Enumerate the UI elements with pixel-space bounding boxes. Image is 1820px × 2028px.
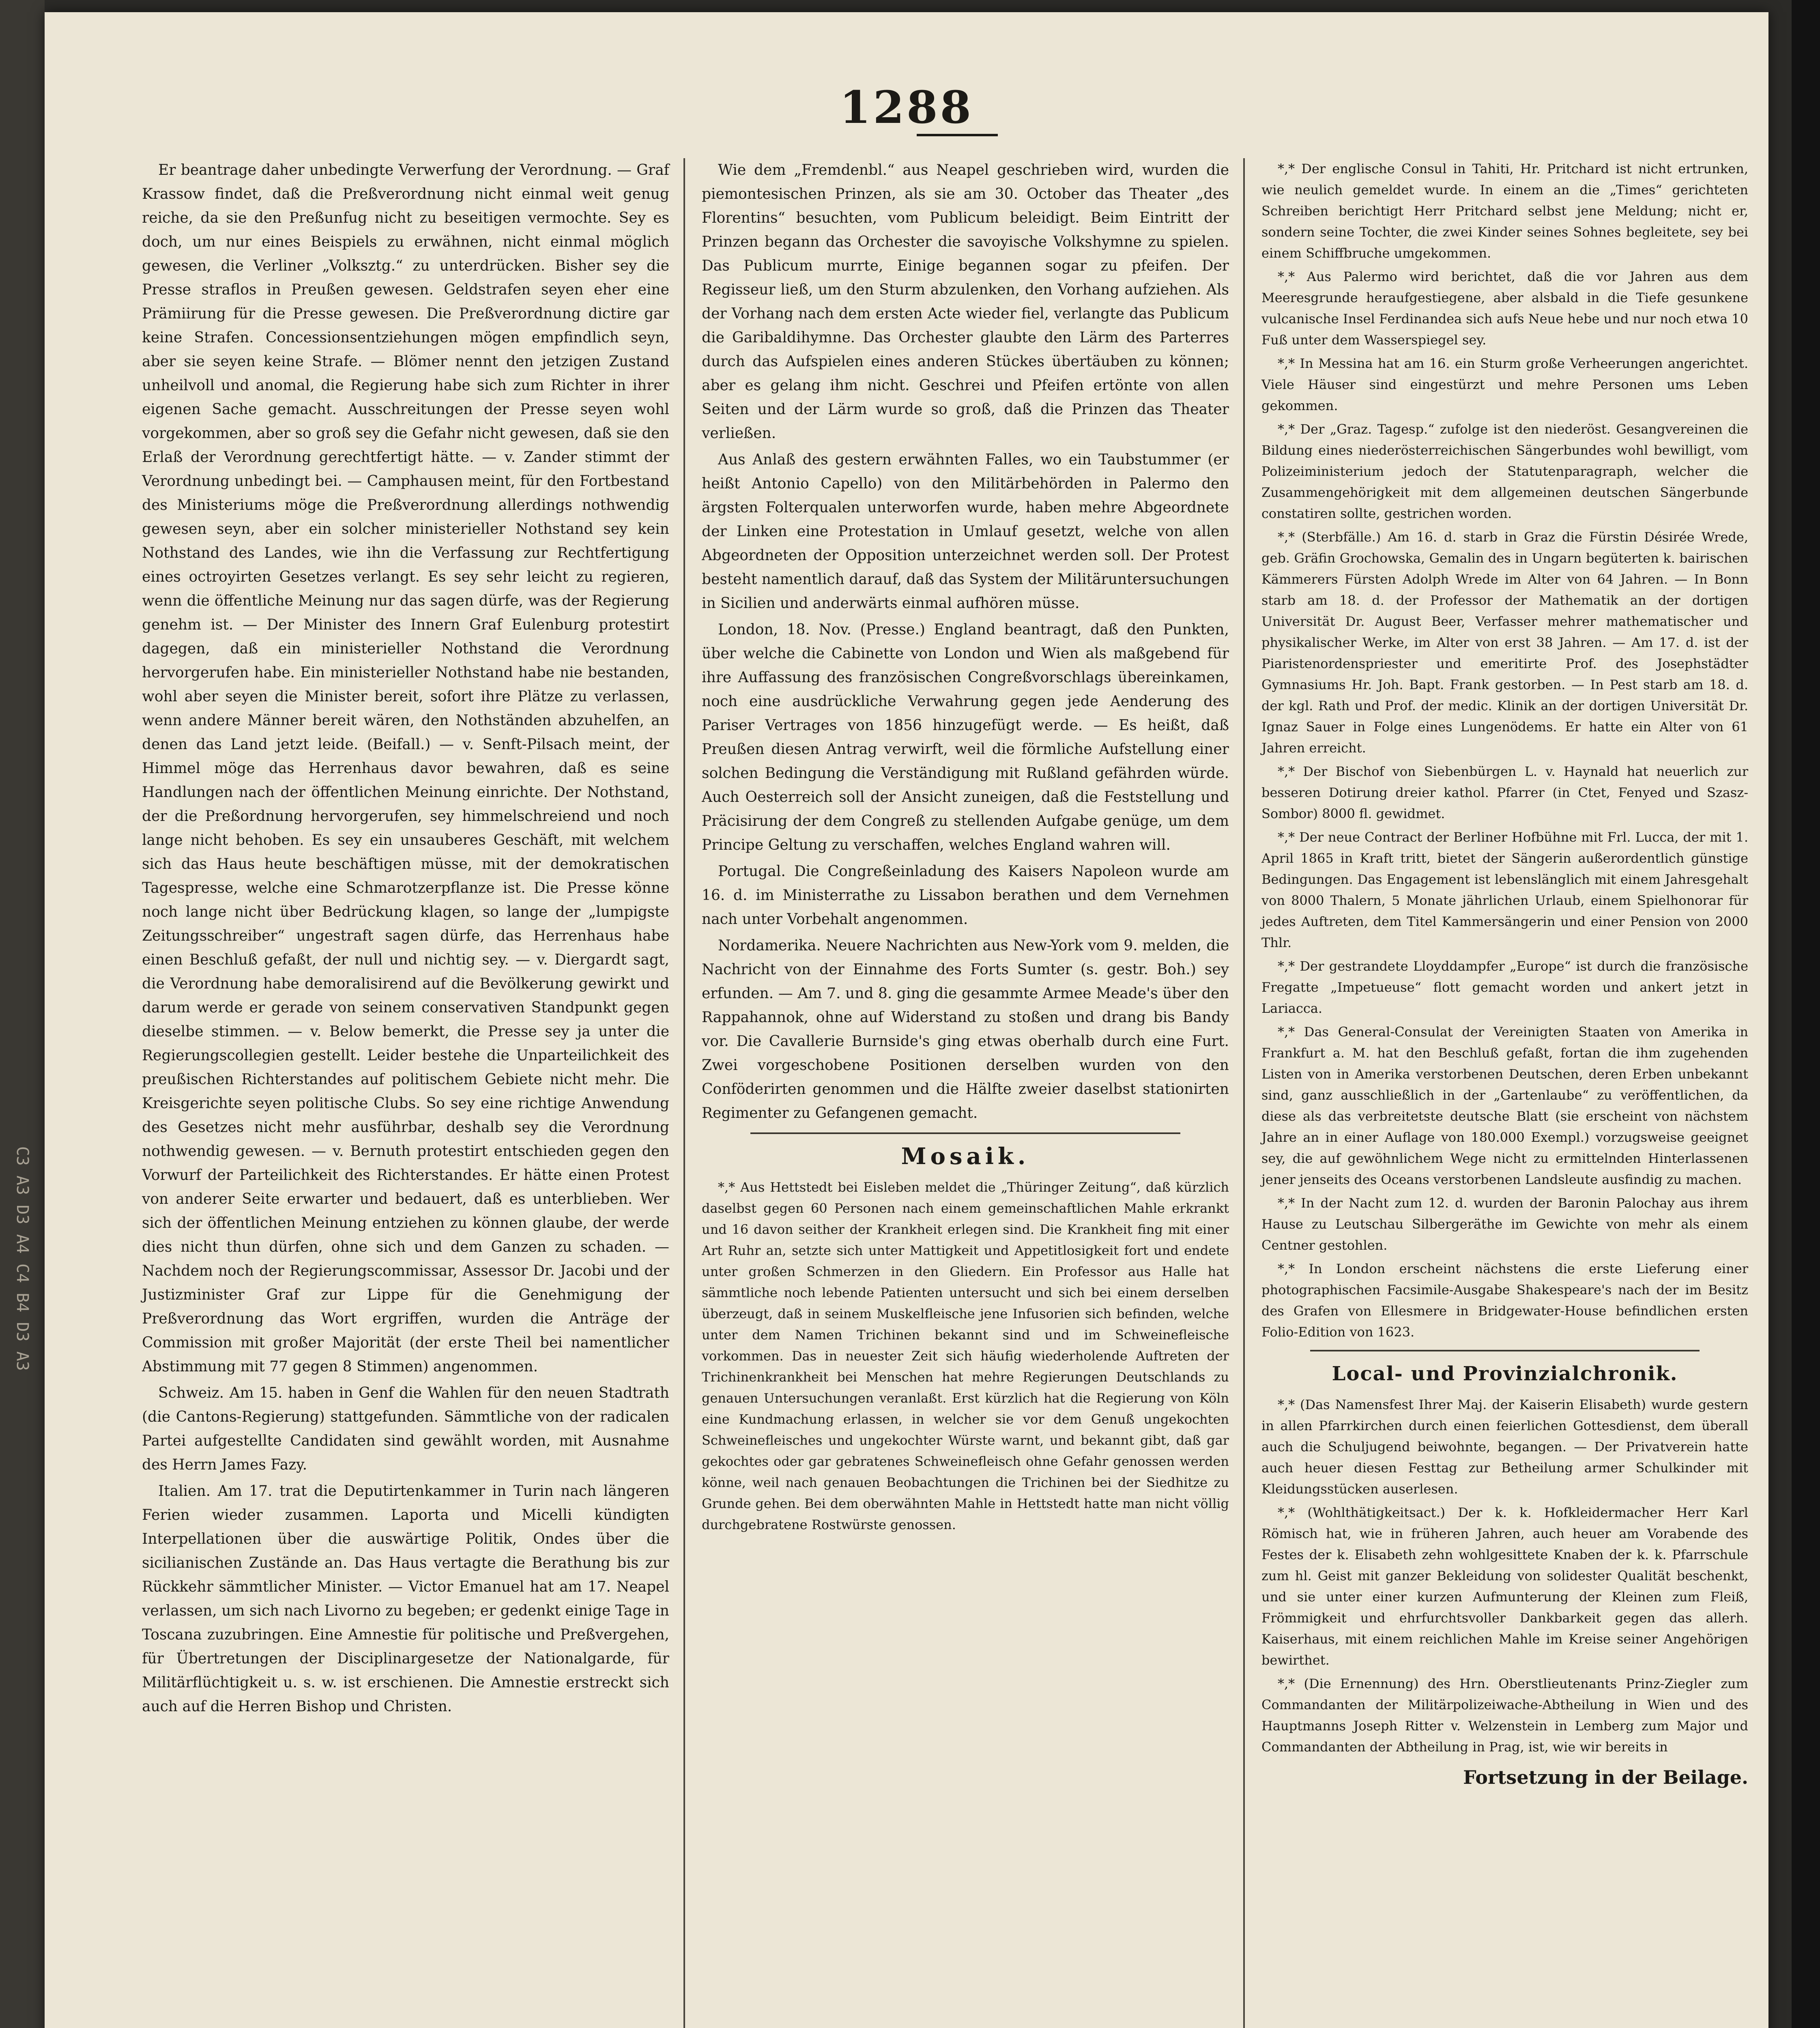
news-item: *,* Der „Graz. Tagesp.“ zufolge ist den niederöst. Gesangvereinen die Bildung eines niederösterreichischen Sängerbundes wohl bewilligt, vom Polizeiministerium jedoch der Statutenparagraph, welcher die Zusammengehörigkeit mit dem allgemeinen deutschen Sängerbunde constatiren sollte, gestrichen worden. — [1261, 421, 1748, 521]
scan-border — [1792, 0, 1820, 2028]
section-rule — [750, 1132, 1180, 1134]
mosaik-paragraph: *,* Aus Hettstedt bei Eisleben meldet die „Thüringer Zeitung“, daß kürzlich daselbst gegen 60 Personen nach einem gemeinschaftlichen Mahle erkrankt und 16 davon seither der Krankheit erlegen sind. Die Krankheit fing mit einer Art Ruhr an, setzte sich unter Mattigkeit und Appetitlosigkeit fort und endete unter großen Schmerzen in den Gliedern. Ein Professor aus Halle hat sämmtliche noch lebende Patienten untersucht und sich bei einem derselben überzeugt, daß in seinem Muskelfleische jene Infusorien sich befinden, welche unter dem Namen Trichinen bekannt sind und im Schweinefleische vorkommen. Das in neuester Zeit sich häufig wiederholende Auftreten der Trichinenkrankheit bei Menschen hat mehre Regierungen Deutschlands zu genauen Untersuchungen veranlaßt. Erst kürzlich hat die Regierung von Köln eine Kundmachung erlassen, in welcher sie vor dem Genuß ungekochten Schweinefleisches und ungekochter Würste warnt, und bekannt gibt, daß gar gekochtes oder gar gebratenes Schweinefleisch ohne Gefahr genossen werden könne, weil nach genauen Beobachtungen die Trichinen bei der Siedhitze zu Grunde gehen. Bei dem oberwähnten Mahle in Hettstedt hatte man nicht völlig durchgebratene Rostwürste genossen. — [702, 1179, 1229, 1532]
news-item: *,* (Sterbfälle.) Am 16. d. starb in Graz die Fürstin Désirée Wrede, geb. Gräfin Grochowska, Gemalin des in Ungarn begüterten k. bairischen Kämmerers Fürsten Adolph Wrede im Alter von 64 Jahren. — In Bonn starb am 18. d. der Professor der Mathematik an der dortigen Universität Dr. August Beer, Verfasser mehrer mathematischer und physikalischer Werke, im Alter von erst 38 Jahren. — Am 17. d. ist der Piaristenordenspriester und emeritirte Prof. des Josephstädter Gymnasiums Hr. Joh. Bapt. Frank gestorben. — In Pest starb am 18. d. der kgl. Rath und Prof. der medic. Klinik an der dortigen Universität Dr. Ignaz Sauer in Folge eines Lungenödems. Er hatte ein Alter von 61 Jahren erreicht. — [1261, 529, 1748, 756]
page-number-rule — [917, 134, 998, 136]
column-3 — [1261, 158, 1748, 1790]
column-divider-1 — [683, 158, 685, 2028]
local-chronicle-heading: Local- und Provinzialchronik. — [1332, 1362, 1678, 1385]
local-item: *,* (Das Namensfest Ihrer Maj. der Kaiserin Elisabeth) wurde gestern in allen Pfarrkirchen durch einen feierlichen Gottesdienst, dem überall auch die Schuljugend beiwohnte, begangen. — Der Privatverein hatte auch heuer diesen Festtag zur Betheilung armer Schulkinder mit Kleidungsstücken auserlesen. — [1261, 1397, 1748, 1497]
article-paragraph: Nordamerika. Neuere Nachrichten aus New-York vom 9. melden, die Nachricht von der Einnahme des Forts Sumter (s. gestr. Boh.) sey erfunden. — Am 7. und 8. ging die gesammte Armee Meade's über den Rappahannok, ohne auf Widerstand zu stoßen und drang bis Bandy vor. Die Cavallerie Burnside's ging etwas oberhalb durch eine Furt. Zwei vorgeschobene Positionen derselben wurden von den Conföderirten genommen und die Hälfte zweier daselbst stationirten Regimenter zu Gefangenen gemacht. — [702, 937, 1229, 1121]
mosaik-heading: Mosaik. — [901, 1143, 1030, 1170]
news-item: *,* Der neue Contract der Berliner Hofbühne mit Frl. Lucca, der mit 1. April 1865 in Kraft tritt, bietet der Sängerin außerordentlich günstige Bedingungen. Das Engagement ist lebenslänglich mit einem Jahresgehalt von 8000 Thalern, 5 Monate jährlichen Urlaub, einem Spielhonorar für jedes Auftreten, dem Titel Kammersängerin und einer Pension von 2000 Thlr. — [1261, 829, 1748, 950]
film-edge-strip: C3 A3 D3 A4 C4 B4 D3 A3 — [0, 0, 45, 2028]
section-rule — [1310, 1350, 1700, 1351]
article-paragraph: Er beantrage daher unbedingte Verwerfung der Verordnung. — Graf Krassow findet, daß die Preßverordnung nicht einmal weit genug reiche, da sie den Preßunfug nicht zu beseitigen vermochte. Sey es doch, um nur eines Beispiels zu erwähnen, nicht einmal möglich gewesen, die Verliner „Volksztg.“ zu unterdrücken. Bisher sey die Presse straflos in Preußen gewesen. Geldstrafen seyen eher eine Prämiirung für die Presse gewesen. Die Preßverordnung dictire gar keine Strafen. Concessionsentziehungen mögen empfindlich seyn, aber sie seyen keine Strafe. — Blömer nennt den jetzigen Zustand unheilvoll und anomal, die Regierung habe sich zum Richter in ihrer eigenen Sache gemacht. Ausschreitungen der Presse seyen wohl vorgekommen, aber so groß sey die Gefahr nicht gewesen, daß sie den Erlaß der Verordnung gerechtfertigt hätte. — v. Zander stimmt der Verordnung unbedingt bei. — Camphausen meint, für den Fortbestand des Ministeriums möge die Preßverordnung allerdings nothwendig gewesen seyn, aber ein solcher ministerieller Nothstand sey kein Nothstand des Landes, wie ihn die Verfassung zur Rechtfertigung eines octroyirten Gesetzes verlangt. Es sey sehr leicht zu regieren, wenn die öffentliche Meinung nur das sagen dürfe, was der Regierung genehm ist. — Der Minister des Innern Graf Eulenburg protestirt dagegen, daß ein ministerieller Nothstand die Verordnung hervorgerufen habe. Ein ministerieller Nothstand habe nie bestanden, wohl aber seyen die Minister bereit, sofort ihre Plätze zu verlassen, wenn andere Männer bereit wären, den Nothständen abzuhelfen, an denen das Land jetzt leide. (Beifall.) — v. Senft-Pilsach meint, der Himmel möge das Herrenhaus davor bewahren, daß es seine Handlungen nach der öffentlichen Meinung einrichte. Der Nothstand, der die Preßordnung hervorgerufen, sey himmelschreiend und noch lange nicht behoben. Es sey ein unsauberes Geschäft, mit welchem sich das Haus heute beschäftigen müsse, mit der demokratischen Tagespresse, welche eine Schmarotzerpflanze ist. Die Presse könne noch lange nicht über Bedrückung klagen, so lange der „lumpigste Zeitungsschreiber“ ungestraft sagen dürfe, das Herrenhaus habe einen Beschluß gefaßt, der null und nichtig sey. — v. Diergardt sagt, die Verordnung habe demoralisirend auf die Bevölkerung gewirkt und darum werde er gerade von seinem conservativen Standpunkt gegen dieselbe stimmen. — v. Below bemerkt, die Presse sey ja unter die Regierungscollegien gestellt. Leider bestehe die Unparteilichkeit des preußischen Richterstandes auf politischem Gebiete nicht mehr. Die Kreisgerichte seyen politische Clubs. So sey eine richtige Anwendung des Gesetzes nicht mehr ausführbar, deshalb sey die Verordnung nothwendig gewesen. — v. Bernuth protestirt entschieden gegen den Vorwurf der Parteilichkeit des Richterstandes. Er hätte einen Protest von anderer Seite erwarter und bedauert, daß es unterblieben. Wer sich der öffentlichen Meinung entziehen zu können glaube, der werde dies nicht thun dürfen, ohne sich und dem Ganzen zu schaden. — Nachdem noch der Regierungscommissar, Assessor Dr. Jacobi und der Justizminister Graf zur Lippe für die Genehmigung der Preßverordnung das Wort ergriffen, wurden die Anträge der Commission mit großer Majorität (der erste Theil bei namentlicher Abstimmung mit 77 gegen 8 Stimmen) angenommen. — [142, 162, 669, 1375]
news-item: *,* Der Bischof von Siebenbürgen L. v. Haynald hat neuerlich zur besseren Dotirung dreier kathol. Pfarrer (in Ctet, Fenyed und Szasz-Sombor) 8000 fl. gewidmet. — [1261, 764, 1748, 821]
news-item: *,* Der englische Consul in Tahiti, Hr. Pritchard ist nicht ertrunken, wie neulich gemeldet wurde. In einem an die „Times“ gerichteten Schreiben berichtigt Herr Pritchard selbst jene Meldung; nicht er, sondern seine Tochter, die zwei Kinder seines Sohnes begleitete, sey bei einem Schiffbruche umgekommen. — [1261, 161, 1748, 261]
page-number: 1288 — [839, 81, 974, 133]
article-paragraph: Schweiz. Am 15. haben in Genf die Wahlen für den neuen Stadtrath (die Cantons-Regierung) stattgefunden. Sämmtliche von der radicalen Partei aufgestellte Candidaten sind gewählt worden, mit Ausnahme des Herrn James Fazy. — [142, 1385, 669, 1473]
column-divider-2 — [1243, 158, 1245, 2028]
article-paragraph: Italien. Am 17. trat die Deputirtenkammer in Turin nach längeren Ferien wieder zusammen. Laporta und Micelli kündigten Interpellationen über die auswärtige Politik, Ondes über die sicilianischen Zustände an. Das Haus vertagte die Berathung bis zur Rückkehr sämmtlicher Minister. — Victor Emanuel hat am 17. Neapel verlassen, um sich nach Livorno zu begeben; er gedenkt einige Tage in Toscana zuzubringen. Eine Amnestie für politische und Preßvergehen, für Übertretungen der Disciplinargesetze der Nationalgarde, für Militärflüchtigkeit u. s. w. ist erschienen. Die Amnestie erstreckt sich auch auf die Herren Bishop und Christen. — [142, 1483, 669, 1715]
news-item: *,* Der gestrandete Lloyddampfer „Europe“ ist durch die französische Fregatte „Impetueuse“ flott gemacht worden und ankert jetzt in Lariacca. — [1261, 958, 1748, 1016]
local-item: *,* (Wohlthätigkeitsact.) Der k. k. Hofkleidermacher Herr Karl Römisch hat, wie in früheren Jahren, auch heuer am Vorabende des Festes der k. Elisabeth zehn wohlgesittete Knaben der k. k. Pfarrschule zum hl. Geist mit ganzer Bekleidung von solidester Qualität beschenkt, und sie unter einer kurzen Aufmunterung der Kleinen zum Fleiß, Frömmigkeit und ehrfurchtsvoller Dankbarkeit gegen das allerh. Kaiserhaus, mit einem reichlichen Mahle im Kreise seiner Angehörigen bewirthet. — [1261, 1505, 1748, 1668]
news-item: *,* Das General-Consulat der Vereinigten Staaten von Amerika in Frankfurt a. M. hat den Beschluß gefaßt, fortan die ihm zugehenden Listen von in Amerika verstorbenen Deutschen, deren Erben unbekannt sind, ganz ausschließlich in der „Gartenlaube“ zu veröffentlichen, da diese als das verbreitetste deutsche Blatt (sie erscheint von nächstem Jahre an in einer Auflage von 180.000 Exempl.) vorzugsweise geeignet sey, die auf gewöhnlichem Wege nicht zu ermittelnden Hinterlassenen jener jenseits des Oceans verstorbenen Landsleute ausfindig zu machen. — [1261, 1024, 1748, 1187]
continuation-note: Fortsetzung in der Beilage. — [1463, 1766, 1748, 1788]
news-item: *,* In London erscheint nächstens die erste Lieferung einer photographischen Facsimile-Ausgabe Shakespeare's nach der im Besitz des Grafen von Ellesmere in Bridgewater-House befindlichen ersten Folio-Edition von 1623. — [1261, 1261, 1748, 1340]
column-2 — [702, 158, 1229, 1538]
news-item: *,* In der Nacht zum 12. d. wurden der Baronin Palochay aus ihrem Hause zu Leutschau Silbergeräthe im Gewichte von mehr als einem Centner gestohlen. — [1261, 1195, 1748, 1253]
news-item: *,* Aus Palermo wird berichtet, daß die vor Jahren aus dem Meeresgrunde heraufgestiegene, aber alsbald in die Tiefe gesunkene vulcanische Insel Ferdinandea sich aufs Neue hebe und nur noch etwa 10 Fuß unter dem Wasserspiegel sey. — [1261, 269, 1748, 348]
newspaper-page — [45, 12, 1768, 2028]
local-item: *,* (Die Ernennung) des Hrn. Oberstlieutenants Prinz-Ziegler zum Commandanten der Militärpolizeiwache-Abtheilung in Wien und des Hauptmanns Joseph Ritter v. Welzenstein in Lemberg zum Major und Commandanten der Abtheilung in Prag, ist, wie wir bereits in — [1261, 1676, 1748, 1755]
article-paragraph: Portugal. Die Congreßeinladung des Kaisers Napoleon wurde am 16. d. im Ministerrathe zu Lissabon berathen und dem Vernehmen nach unter Vorbehalt angenommen. — [702, 863, 1229, 928]
article-paragraph: Aus Anlaß des gestern erwähnten Falles, wo ein Taubstummer (er heißt Antonio Capello) von den Militärbehörden in Palermo den ärgsten Folterqualen unterworfen wurde, haben mehre Abgeordnete der Linken eine Protestation in Umlauf gesetzt, welche von allen Abgeordneten der Opposition unterzeichnet werden soll. Der Protest besteht namentlich darauf, daß das System der Militäruntersuchungen in Sicilien und anderwärts einmal aufhören müsse. — [702, 451, 1229, 612]
article-paragraph: London, 18. Nov. (Presse.) England beantragt, daß den Punkten, über welche die Cabinette von London und Wien als maßgebend für ihre Auffassung des französischen Congreßvorschlags übereinkamen, noch eine ausdrückliche Verwahrung gegen jede Aenderung des Pariser Vertrages von 1856 hinzugefügt werde. — Es heißt, daß Preußen diesen Antrag verwirft, weil die förmliche Aufstellung einer solchen Bedingung die Verständigung mit Rußland gefährden würde. Auch Oesterreich soll der Ansicht zuneigen, daß die Feststellung und Präcisirung der dem Congreß zu stellenden Aufgabe genüge, um dem Principe Geltung zu verschaffen, welches England wahren will. — [702, 621, 1229, 853]
column-1 — [142, 158, 669, 1721]
news-item: *,* In Messina hat am 16. ein Sturm große Verheerungen angerichtet. Viele Häuser sind eingestürzt und mehre Personen ums Leben gekommen. — [1261, 356, 1748, 413]
article-paragraph: Wie dem „Fremdenbl.“ aus Neapel geschrieben wird, wurden die piemontesischen Prinzen, als sie am 30. October das Theater „des Florentins“ besuchten, vom Publicum beleidigt. Beim Eintritt der Prinzen begann das Orchester die savoyische Volkshymne zu spielen. Das Publicum murrte, Einige begannen sogar zu pfeifen. Der Regisseur ließ, um den Sturm abzulenken, den Vorhang aufziehen. Als der Vorhang nach dem ersten Acte wieder fiel, verlangte das Publicum die Garibaldihymne. Das Orchester glaubte den Lärm des Parterres durch das Aufspielen eines anderen Stückes übertäuben zu können; aber es gelang ihm nicht. Geschrei und Pfeifen ertönte von allen Seiten und der Lärm wurde so groß, daß die Prinzen das Theater verließen. — [702, 162, 1229, 442]
